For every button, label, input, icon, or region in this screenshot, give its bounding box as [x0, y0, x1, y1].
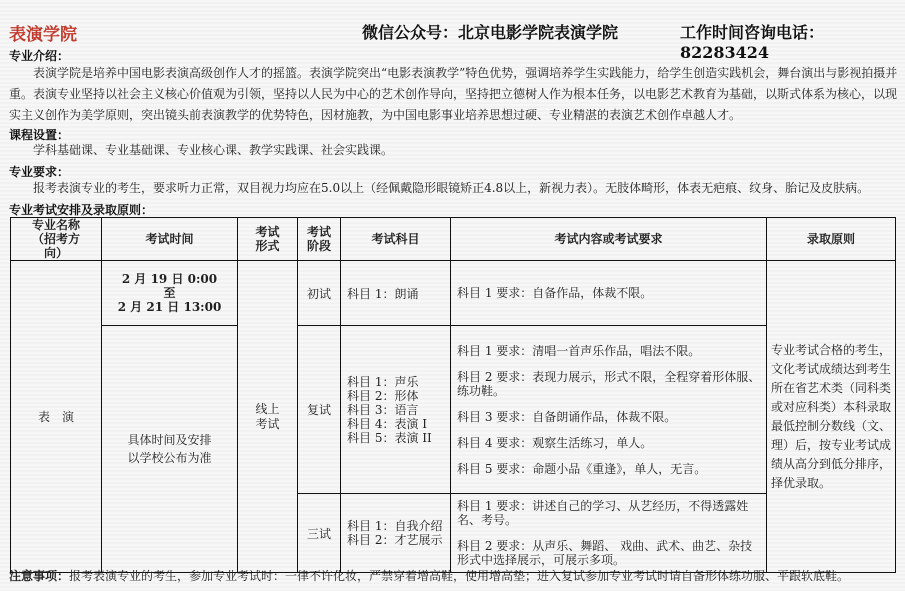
requirement: 科目 1 要求：讲述自己的学习、从艺经历，不得透露姓名、考号。	[457, 499, 749, 527]
requirement: 科目 2 要求：表现力展示，形式不限，全程穿着形体服、练功鞋。	[457, 369, 761, 398]
header-content: 考试内容或考试要求	[451, 218, 767, 261]
schedule-heading: 专业考试安排及录取原则：	[9, 203, 154, 217]
major-cell: 表 演	[11, 261, 102, 573]
stage-cell: 初试	[298, 261, 341, 326]
notice-label: 注意事项：	[9, 569, 70, 583]
wechat-account: 微信公众号：北京电影学院表演学院	[362, 23, 619, 42]
stage-cell: 复试	[298, 326, 341, 494]
subject: 科目 1：自我介绍	[347, 519, 443, 533]
requirement: 科目 1 要求：清唱一首声乐作品，唱法不限。	[457, 343, 701, 358]
requirements-cell	[451, 326, 767, 494]
subject: 科目 5：表演 II	[347, 430, 432, 445]
courses-heading: 课程设置：	[9, 128, 70, 142]
phone-number: 工作时间咨询电话：82283424	[680, 23, 825, 62]
requirement: 科目 4 要求：观察生活练习，单人。	[457, 435, 653, 450]
time-start: 2 月 19 日 0:00	[121, 272, 218, 286]
header-form: 考试形式	[238, 218, 298, 261]
time-end: 2 月 21 日 13:00	[117, 300, 222, 314]
time-note: 具体时间及安排	[127, 433, 212, 447]
stage-cell: 三试	[298, 494, 341, 573]
requirement: 科目 5 要求：命题小品《重逢》，单人，无言。	[457, 461, 707, 476]
brand-title: 表演学院	[9, 25, 77, 45]
subject: 科目 2：形体	[347, 388, 419, 403]
time-to: 至	[163, 286, 176, 300]
time-note: 以学校公布为准	[127, 451, 212, 465]
subjects-cell	[341, 326, 451, 494]
form-line: 考试	[255, 416, 280, 431]
requirements-cell	[451, 494, 767, 573]
requirement: 科目 3 要求：自备朗诵作品，体裁不限。	[457, 409, 677, 424]
intro-heading: 专业介绍：	[9, 49, 70, 63]
subject: 科目 2：才艺展示	[347, 533, 443, 547]
table-row	[11, 261, 896, 326]
subject: 科目 4：表演 I	[347, 416, 428, 431]
subject: 科目 1：声乐	[347, 374, 419, 389]
subjects-cell	[341, 494, 451, 573]
subject: 科目 1：朗诵	[347, 286, 419, 301]
header-major: 专业名称（招考方向）	[11, 218, 102, 261]
requirements-cell	[451, 261, 767, 326]
time-later-cell	[102, 326, 238, 573]
requirements-text: 报考表演专业的考生，要求听力正常，双目视力均应在5.0以上（经佩戴隐形眼镜矫正4.8以上，新视力表）。无肢体畸形，体表无疤痕、纹身、胎记及皮肤病。	[33, 181, 870, 195]
requirement: 科目 2 要求：从声乐、舞蹈、 戏曲、武术、曲艺、杂技形式中选择展示，可展示多项。	[457, 539, 753, 567]
notice-text: 报考表演专业的考生，参加专业考试时：一律不许化妆，严禁穿着增高鞋，使用增高垫；进入复试参加专业考试时请自备形体练功服、平跟软底鞋。	[69, 569, 850, 583]
table-header-row	[11, 218, 896, 261]
requirements-heading: 专业要求：	[9, 165, 70, 179]
form-line: 线上	[255, 401, 280, 416]
header-time: 考试时间	[102, 218, 238, 261]
requirement: 科目 1 要求：自备作品，体裁不限。	[457, 286, 653, 300]
header-stage: 考试阶段	[298, 218, 341, 261]
admission-cell: 专业考试合格的考生，文化考试成绩达到考生所在省艺术类（同科类或对应科类）本科录取最低控制分数线（文、理）后，按专业考试成绩从高分到低分排序，择优录取。	[767, 261, 896, 573]
table-row	[11, 326, 896, 494]
time-first-cell	[102, 261, 238, 326]
header-admission: 录取原则	[767, 218, 896, 261]
exam-schedule-table	[10, 217, 896, 573]
notice	[9, 567, 849, 584]
courses-text: 学科基础课、专业基础课、专业核心课、教学实践课、社会实践课。	[33, 143, 394, 157]
intro-text: 表演学院是培养中国电影表演高级创作人才的摇篮。表演学院突出“电影表演教学”特色优势，强调培养学生实践能力，给学生创造实践机会，舞台演出与影视拍摄并重。表演专业坚持以社会主义核心价值观为引领，坚持以人民为中心的艺术创作导向，坚持把立德树人作为根本任务，以电影艺术教育为基础，以斯式体系为核心，以现实主义创作为美学原则，突出镜头前表演教学的优势特色，因材施教，为中国电影事业培养思想过硬、专业精湛的表演艺术创作卓越人才。	[9, 66, 898, 122]
subjects-cell	[341, 261, 451, 326]
subject: 科目 3：语言	[347, 402, 419, 417]
form-cell	[238, 261, 298, 573]
header-subjects: 考试科目	[341, 218, 451, 261]
